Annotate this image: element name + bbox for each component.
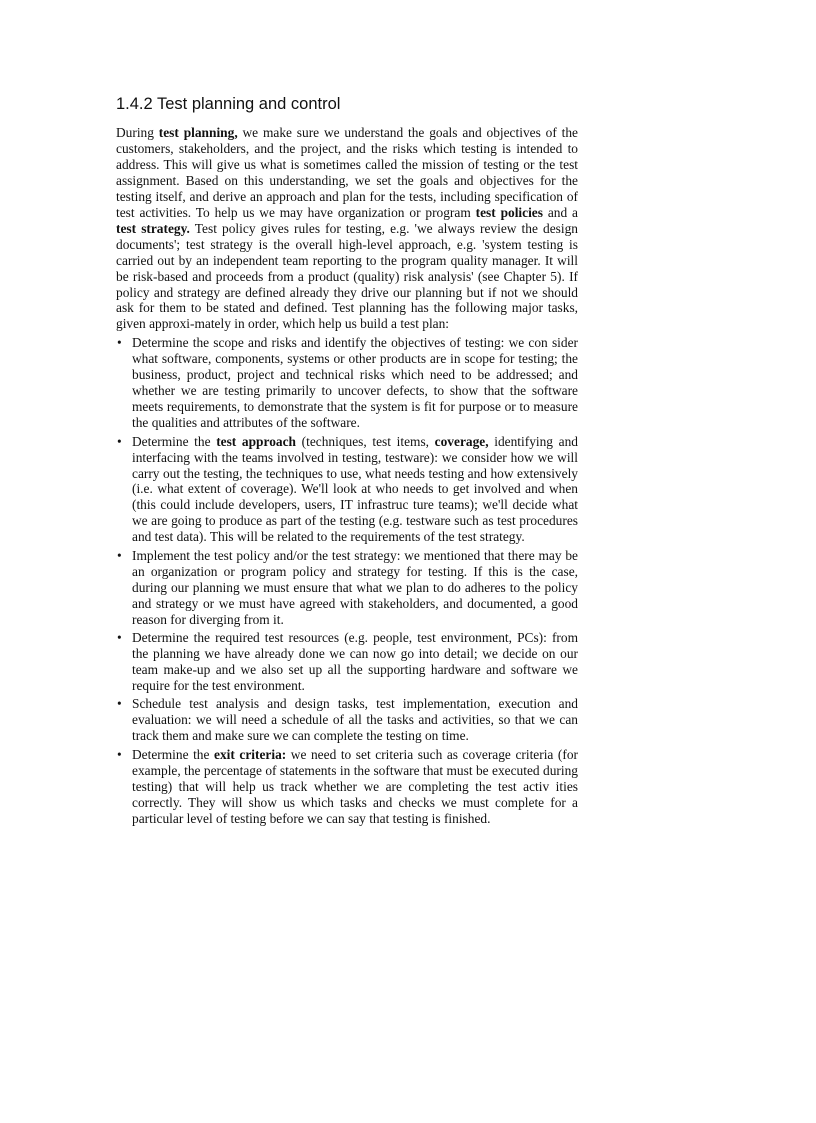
- list-item-text: identifying and interfacing with the teams involved in testing, testware): we consider how we will carry out the testing, the techniques to use, what needs testing and how extensively (i.e. what extent of coverage). We'll look at who needs to get involved and when (this could include developers, users, IT infrastruc ture teams); we'll decide what we are going to produce as part of the testing (e.g. testware such as test procedures and test data). This will be related to the requirements of the test strategy.: [132, 433, 578, 545]
- bullet-icon: •: [117, 630, 122, 646]
- intro-paragraph: [116, 125, 578, 332]
- list-item-text: Implement the test policy and/or the test strategy: we mentioned that there may be an organization or program policy and strategy for testing. If this is the case, during our planning we must ensure that what we plan to do adheres to the policy and strategy or we must have agreed with stakeholders, and documented, a good reason for diverging from it.: [132, 547, 578, 627]
- intro-text: During: [116, 125, 159, 140]
- list-item-text: (techniques, test items,: [296, 433, 435, 449]
- list-item-implement-policy: [116, 548, 578, 628]
- list-item-test-resources: [116, 630, 578, 694]
- list-item-test-approach: [116, 434, 578, 546]
- term-test-approach: test approach: [216, 433, 296, 449]
- term-test-strategy: test strategy.: [116, 220, 190, 236]
- list-item-exit-criteria: [116, 747, 578, 827]
- list-item-text: we need to set criteria such as coverage criteria (for example, the percentage of statements in the software that must be executed during testing) that will help us track whether we are completing the test activ ities correctly. They will show us which tasks and checks we must complete for a particular level of testing before we can say that testing is finished.: [132, 746, 578, 826]
- section-heading: 1.4.2 Test planning and control: [116, 95, 341, 113]
- bullet-icon: •: [117, 433, 122, 449]
- term-test-policies: test policies: [475, 204, 543, 220]
- bullet-icon: •: [117, 746, 122, 762]
- intro-text: we make sure we understand the goals and objectives of the customers, stakeholders, and the project, and the risks which testing is intended to address. This will give us what is sometimes called the mission of testing or the test assignment. Based on this understanding, we set the goals and objectives for the testing itself, and derive an approach and plan for the tests, including specification of test activities. To help us we may have organization or program: [116, 125, 578, 220]
- list-item-text: Determine the: [132, 433, 217, 449]
- list-item-scope-risks: [116, 335, 578, 431]
- task-list: [116, 335, 578, 826]
- term-exit-criteria: exit criteria:: [214, 746, 287, 762]
- list-item-schedule: [116, 696, 578, 744]
- bullet-icon: •: [117, 547, 122, 563]
- list-item-text: Determine the scope and risks and identify the objectives of testing: we con sider what software, components, systems or other products are in scope for testing; the business, product, project and technical risks which need to be addressed; and whether we are testing primarily to uncover defects, to show that the software meets requirements, to demonstrate that the system is fit for purpose or to measure the qualities and attributes of the software.: [132, 335, 578, 431]
- list-item-text: Determine the required test resources (e.g. people, test environment, PCs): from the planning we have already done we can now go into detail; we decide on our team make-up and we also set up all the supporting hardware and software we require for the test environment.: [132, 630, 578, 693]
- intro-text: and a: [542, 204, 578, 220]
- term-coverage: coverage,: [434, 433, 489, 449]
- page-content: [116, 92, 578, 829]
- intro-text: Test policy gives rules for testing, e.g. 'we always review the design documents'; test strategy is the overall high-level approach, e.g. 'system testing is carried out by an independent team reporting to the program quality manager. It will be risk-based and proceeds from a product (quality) risk analysis' (see Chapter 5). If policy and strategy are defined already they drive our planning but if not we should ask for them to be stated and defined. Test planning has the following major tasks, given approxi-mately in order, which help us build a test plan:: [116, 220, 579, 332]
- bullet-icon: •: [117, 335, 122, 351]
- list-item-text: Determine the: [132, 746, 215, 762]
- bullet-icon: •: [117, 696, 122, 712]
- list-item-text: Schedule test analysis and design tasks, test implementation, execution and evaluation: we will need a schedule of all the tasks and activities, so that we can track them and make sure we can complete the testing on time.: [132, 696, 578, 744]
- term-test-planning: test planning,: [158, 125, 238, 140]
